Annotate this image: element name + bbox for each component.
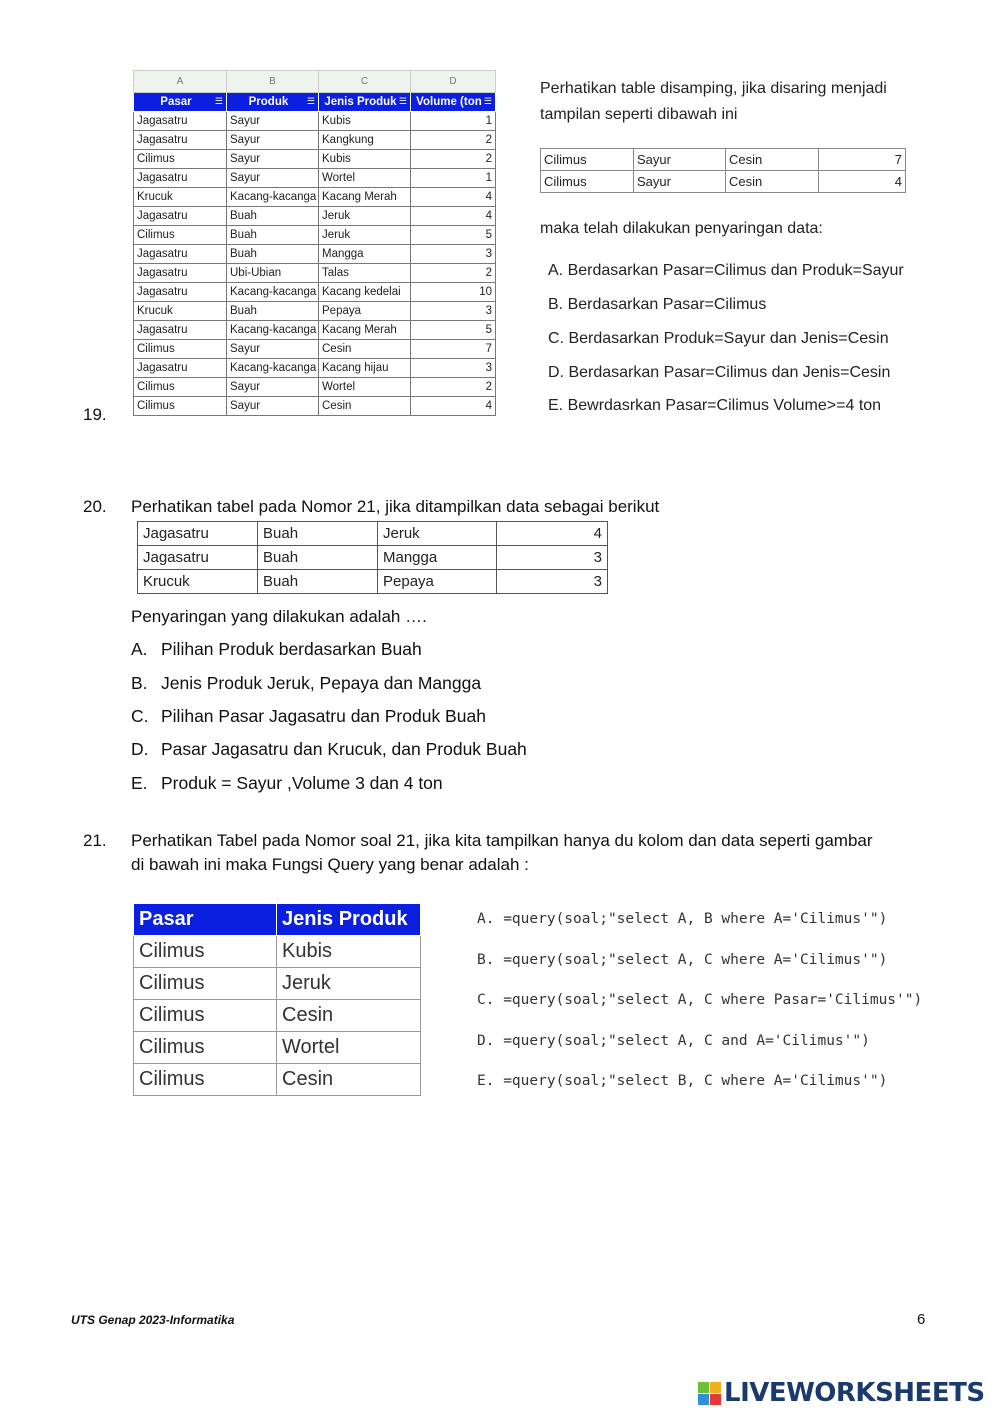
header-cell: Pasar: [134, 904, 277, 936]
option-letter: C.: [131, 706, 149, 726]
table-cell: Cesin: [319, 397, 411, 416]
table-cell: Jagasatru: [134, 245, 227, 264]
table-cell: Kacang Merah: [319, 321, 411, 340]
table-cell: 1: [411, 169, 496, 188]
header-cell[interactable]: ☰ Produk: [227, 93, 319, 112]
q21-option[interactable]: D. =query(soal;"select A, C and A='Cilimus'"): [477, 1033, 870, 1049]
q20-option[interactable]: [131, 673, 481, 694]
filter-icon[interactable]: ☰: [214, 96, 223, 106]
table-row: [134, 397, 496, 416]
table-cell: Kangkung: [319, 131, 411, 150]
q19-spreadsheet: [133, 70, 496, 416]
table-cell: Jagasatru: [138, 546, 258, 570]
table-cell: Pepaya: [378, 570, 497, 594]
table-cell: Jagasatru: [134, 207, 227, 226]
table-cell: Krucuk: [134, 302, 227, 321]
option-text: Pilihan Pasar Jagasatru dan Produk Buah: [161, 706, 486, 726]
table-row: [134, 1032, 421, 1064]
q21-prompt-line1: Perhatikan Tabel pada Nomor soal 21, jika kita tampilkan hanya du kolom dan data seperti gambar: [131, 831, 873, 850]
col-letter: A: [134, 71, 227, 93]
table-row: [138, 522, 608, 546]
q19-option[interactable]: E. Bewrdasrkan Pasar=Cilimus Volume>=4 ton: [548, 397, 882, 414]
table-cell: 2: [411, 150, 496, 169]
table-cell: 2: [411, 378, 496, 397]
q20-table: [137, 521, 608, 594]
table-row: [134, 968, 421, 1000]
col-letter: B: [227, 71, 319, 93]
table-cell: Kubis: [277, 936, 421, 968]
table-cell: Wortel: [277, 1032, 421, 1064]
table-cell: Mangga: [378, 546, 497, 570]
table-cell: 2: [411, 264, 496, 283]
table-cell: Sayur: [227, 340, 319, 359]
table-cell: Cesin: [277, 1000, 421, 1032]
table-cell: 3: [411, 302, 496, 321]
table-cell: 2: [411, 131, 496, 150]
table-cell: 4: [819, 171, 906, 193]
table-cell: Jagasatru: [134, 131, 227, 150]
q20-option[interactable]: [131, 706, 486, 727]
table-cell: Cesin: [726, 149, 819, 171]
table-cell: Kubis: [319, 150, 411, 169]
table-cell: 5: [411, 226, 496, 245]
table-cell: 1: [411, 112, 496, 131]
header-cell[interactable]: ☰ Volume (ton: [411, 93, 496, 112]
table-row: [134, 936, 421, 968]
brand-text: LIVEWORKSHEETS: [724, 1378, 985, 1408]
table-cell: Cilimus: [541, 171, 634, 193]
q21-option[interactable]: A. =query(soal;"select A, B where A='Cilimus'"): [477, 911, 888, 927]
table-row: [138, 546, 608, 570]
table-cell: Krucuk: [134, 188, 227, 207]
table-cell: Sayur: [227, 131, 319, 150]
table-row: [134, 245, 496, 264]
table-cell: Cesin: [319, 340, 411, 359]
table-cell: Cilimus: [134, 226, 227, 245]
q19-option[interactable]: A. Berdasarkan Pasar=Cilimus dan Produk=Sayur: [548, 262, 904, 279]
table-cell: Krucuk: [138, 570, 258, 594]
table-cell: Jagasatru: [134, 359, 227, 378]
table-cell: Kacang-kacanga: [227, 359, 319, 378]
q20-option[interactable]: [131, 739, 527, 760]
table-cell: Mangga: [319, 245, 411, 264]
table-cell: Cesin: [277, 1064, 421, 1096]
q19-option[interactable]: C. Berdasarkan Produk=Sayur dan Jenis=Cesin: [548, 330, 889, 347]
table-cell: Buah: [227, 245, 319, 264]
table-cell: 7: [819, 149, 906, 171]
table-cell: Jagasatru: [134, 264, 227, 283]
table-cell: Cilimus: [134, 397, 227, 416]
table-cell: Sayur: [634, 171, 726, 193]
table-cell: Kubis: [319, 112, 411, 131]
option-letter: B.: [131, 673, 148, 693]
table-cell: Buah: [258, 546, 378, 570]
option-letter: E.: [131, 773, 148, 793]
table-cell: Sayur: [227, 112, 319, 131]
header-cell[interactable]: ☰ Pasar: [134, 93, 227, 112]
col-letter: D: [411, 71, 496, 93]
q19-number: 19.: [83, 405, 107, 424]
table-cell: Sayur: [227, 150, 319, 169]
q19-prompt-line2: tampilan seperti dibawah ini: [540, 106, 738, 123]
table-cell: Jeruk: [319, 226, 411, 245]
table-cell: Sayur: [634, 149, 726, 171]
table-cell: Talas: [319, 264, 411, 283]
table-cell: Cilimus: [134, 1064, 277, 1096]
q21-option[interactable]: C. =query(soal;"select A, C where Pasar='Cilimus'"): [477, 992, 923, 1008]
header-cell: Jenis Produk: [277, 904, 421, 936]
table-cell: Sayur: [227, 378, 319, 397]
table-cell: 4: [411, 188, 496, 207]
table-cell: Jagasatru: [134, 321, 227, 340]
q21-prompt-line2: di bawah ini maka Fungsi Query yang benar adalah :: [131, 855, 529, 874]
q20-option[interactable]: [131, 773, 443, 794]
table-cell: Jeruk: [319, 207, 411, 226]
table-row: [134, 378, 496, 397]
q19-result-table: [540, 148, 906, 193]
table-cell: Jeruk: [277, 968, 421, 1000]
table-cell: Wortel: [319, 169, 411, 188]
table-cell: 3: [497, 570, 608, 594]
q21-table: [133, 903, 421, 1096]
table-cell: Cesin: [726, 171, 819, 193]
table-cell: 4: [411, 397, 496, 416]
table-row: [134, 131, 496, 150]
table-cell: Ubi-Ubian: [227, 264, 319, 283]
table-cell: Buah: [258, 522, 378, 546]
q20-number: 20.: [83, 497, 107, 516]
q21-option[interactable]: B. =query(soal;"select A, C where A='Cilimus'"): [477, 952, 888, 968]
table-cell: Cilimus: [134, 968, 277, 1000]
table-cell: Cilimus: [541, 149, 634, 171]
table-cell: Cilimus: [134, 1000, 277, 1032]
table-row: [134, 1064, 421, 1096]
page-number: 6: [917, 1311, 926, 1328]
table-cell: Jagasatru: [134, 169, 227, 188]
brand-logo: [698, 1378, 985, 1408]
table-cell: Buah: [227, 207, 319, 226]
option-text: Pasar Jagasatru dan Krucuk, dan Produk Buah: [161, 739, 527, 759]
table-row: [541, 171, 906, 193]
table-cell: Jeruk: [378, 522, 497, 546]
option-text: Pilihan Produk berdasarkan Buah: [161, 639, 422, 659]
table-cell: Buah: [258, 570, 378, 594]
table-cell: Kacang kedelai: [319, 283, 411, 302]
table-row: [134, 321, 496, 340]
table-cell: Sayur: [227, 169, 319, 188]
table-row: [134, 264, 496, 283]
table-cell: Jagasatru: [138, 522, 258, 546]
table-row: [138, 570, 608, 594]
table-row: [134, 302, 496, 321]
table-cell: Kacang-kacanga: [227, 321, 319, 340]
q20-prompt: Perhatikan tabel pada Nomor 21, jika ditampilkan data sebagai berikut: [131, 497, 660, 516]
option-letter: D.: [131, 739, 149, 759]
q21-option[interactable]: E. =query(soal;"select B, C where A='Cilimus'"): [477, 1073, 888, 1089]
table-cell: Cilimus: [134, 150, 227, 169]
table-cell: 3: [411, 359, 496, 378]
option-text: Jenis Produk Jeruk, Pepaya dan Mangga: [161, 673, 482, 693]
option-text: Produk = Sayur ,Volume 3 dan 4 ton: [161, 773, 443, 793]
table-cell: 10: [411, 283, 496, 302]
table-row: [134, 112, 496, 131]
footer-title: UTS Genap 2023-Informatika: [71, 1313, 235, 1327]
table-cell: Wortel: [319, 378, 411, 397]
table-row: [134, 207, 496, 226]
filter-icon[interactable]: ☰: [398, 96, 407, 106]
table-cell: 4: [497, 522, 608, 546]
filter-icon[interactable]: ☰: [306, 96, 315, 106]
table-cell: Cilimus: [134, 378, 227, 397]
table-cell: Pepaya: [319, 302, 411, 321]
table-cell: 3: [497, 546, 608, 570]
table-row: [134, 188, 496, 207]
table-row: [134, 283, 496, 302]
table-row: [134, 226, 496, 245]
table-cell: Cilimus: [134, 936, 277, 968]
header-cell[interactable]: ☰ Jenis Produk: [319, 93, 411, 112]
table-cell: Kacang-kacanga: [227, 188, 319, 207]
live-logo-icon: [698, 1382, 721, 1405]
option-letter: A.: [131, 639, 148, 659]
table-cell: Jagasatru: [134, 283, 227, 302]
table-cell: Buah: [227, 302, 319, 321]
table-cell: Sayur: [227, 397, 319, 416]
q19-option[interactable]: B. Berdasarkan Pasar=Cilimus: [548, 296, 767, 313]
q21-number: 21.: [83, 831, 107, 850]
table-cell: Kacang hijau: [319, 359, 411, 378]
table-row: [541, 149, 906, 171]
table-cell: 3: [411, 245, 496, 264]
q19-option[interactable]: D. Berdasarkan Pasar=Cilimus dan Jenis=Cesin: [548, 364, 891, 381]
q19-prompt-line1: Perhatikan table disamping, jika disaring menjadi: [540, 80, 887, 97]
table-cell: Cilimus: [134, 1032, 277, 1064]
table-cell: 5: [411, 321, 496, 340]
table-row: [134, 1000, 421, 1032]
table-cell: Buah: [227, 226, 319, 245]
table-row: [134, 340, 496, 359]
table-cell: Cilimus: [134, 340, 227, 359]
q20-option[interactable]: [131, 639, 422, 660]
q19-lead: maka telah dilakukan penyaringan data:: [540, 220, 823, 237]
filter-icon[interactable]: ☰: [483, 96, 492, 106]
table-cell: Kacang-kacanga: [227, 283, 319, 302]
table-row: [134, 359, 496, 378]
table-row: [134, 169, 496, 188]
table-row: [134, 150, 496, 169]
table-cell: 4: [411, 207, 496, 226]
table-cell: Kacang Merah: [319, 188, 411, 207]
q20-lead: Penyaringan yang dilakukan adalah ….: [131, 607, 427, 626]
col-letter: C: [319, 71, 411, 93]
table-cell: Jagasatru: [134, 112, 227, 131]
table-cell: 7: [411, 340, 496, 359]
